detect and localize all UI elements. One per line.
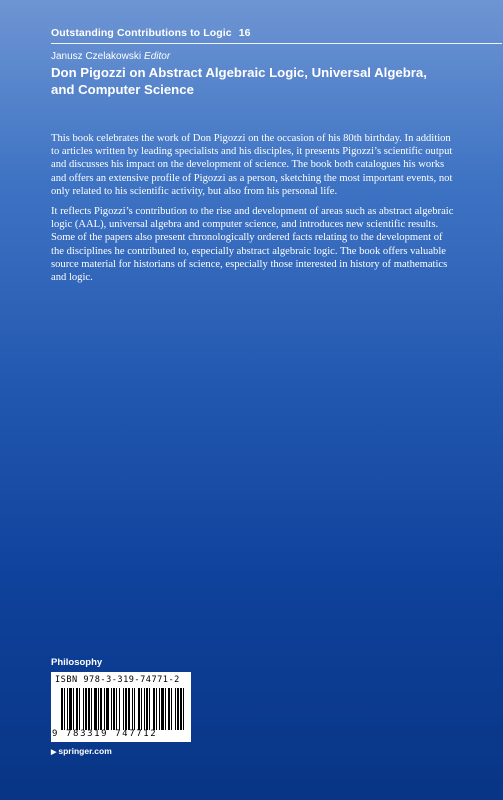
barcode-bar	[83, 688, 84, 730]
series-number: 16	[238, 27, 251, 39]
barcode-bar	[111, 688, 112, 730]
barcode-bar	[73, 688, 74, 730]
barcode-bar	[113, 688, 115, 730]
barcode-bar	[171, 688, 172, 730]
barcode-bar	[100, 688, 102, 730]
book-title-line-2: and Computer Science	[51, 82, 194, 97]
barcode-bar	[119, 688, 120, 730]
subject-label: Philosophy	[51, 657, 103, 668]
editor-name: Janusz Czelakowski	[51, 51, 142, 62]
barcode-bar	[94, 688, 97, 730]
barcode-bar	[180, 688, 182, 730]
barcode-bar	[146, 688, 148, 730]
barcode-bar	[132, 688, 133, 730]
barcode-bar	[175, 688, 176, 730]
header-rule	[51, 43, 502, 44]
barcode-bar	[88, 688, 90, 730]
barcode-bar	[85, 688, 87, 730]
barcode	[51, 672, 191, 742]
triangle-right-icon: ▶	[51, 749, 57, 756]
barcode-bar	[177, 688, 179, 730]
barcode-bar	[149, 688, 150, 730]
barcode-bar	[123, 688, 124, 730]
barcode-bar	[79, 688, 80, 730]
barcode-bars	[61, 688, 185, 730]
barcode-bar	[159, 688, 160, 730]
barcode-bar	[106, 688, 109, 730]
barcode-digits: 9 783319 747712	[52, 729, 158, 739]
barcode-bar	[141, 688, 142, 730]
barcode-bar	[67, 688, 68, 730]
editor-line	[51, 51, 170, 62]
editor-role: Editor	[144, 51, 171, 62]
barcode-bar	[138, 688, 140, 730]
barcode-bar	[91, 688, 92, 730]
barcode-bar	[98, 688, 99, 730]
barcode-bar	[161, 688, 164, 730]
barcode-bar	[64, 688, 65, 730]
barcode-bar	[61, 688, 63, 730]
barcode-bar	[116, 688, 117, 730]
publisher-url	[51, 746, 112, 756]
barcode-bar	[76, 688, 78, 730]
barcode-bar	[69, 688, 72, 730]
barcode-bar	[144, 688, 145, 730]
barcode-bar	[125, 688, 127, 730]
isbn-label: ISBN 978-3-319-74771-2	[55, 675, 180, 685]
series-name: Outstanding Contributions to Logic	[51, 27, 232, 39]
barcode-bar	[153, 688, 155, 730]
barcode-bar	[165, 688, 166, 730]
barcode-bar	[128, 688, 130, 730]
barcode-bar	[104, 688, 105, 730]
barcode-bar	[134, 688, 135, 730]
blurb	[51, 132, 458, 291]
barcode-bar	[156, 688, 157, 730]
publisher-url-text: springer.com	[58, 746, 112, 756]
blurb-paragraph-2: It reflects Pigozzi’s contribution to the rise and development of areas such as abstract algebraic logic (AAL), universal algebra and computer science, and introduces new scientific results. Some of the papers also present chronologically ordered facts relating to the development of the disciplines he contributed to, especially abstract algebraic logic. The book offers valuable source material for historians of science, especially those interested in history of mathematics and logic.	[51, 206, 454, 284]
series-title	[51, 27, 251, 39]
barcode-bar	[183, 688, 184, 730]
blurb-paragraph-1: This book celebrates the work of Don Pigozzi on the occasion of his 80th birthday. In addition to articles written by leading specialists and his disciples, it presents Pigozzi’s scientific output and discusses his impact on the development of science. The book both catalogues his works and offers an extensive profile of Pigozzi as a person, sketching the most important events, not only related to his scientific activity, but also from his personal life.	[51, 133, 453, 197]
book-title	[51, 64, 471, 98]
barcode-bar	[168, 688, 170, 730]
book-title-line-1: Don Pigozzi on Abstract Algebraic Logic, Universal Algebra,	[51, 65, 427, 80]
